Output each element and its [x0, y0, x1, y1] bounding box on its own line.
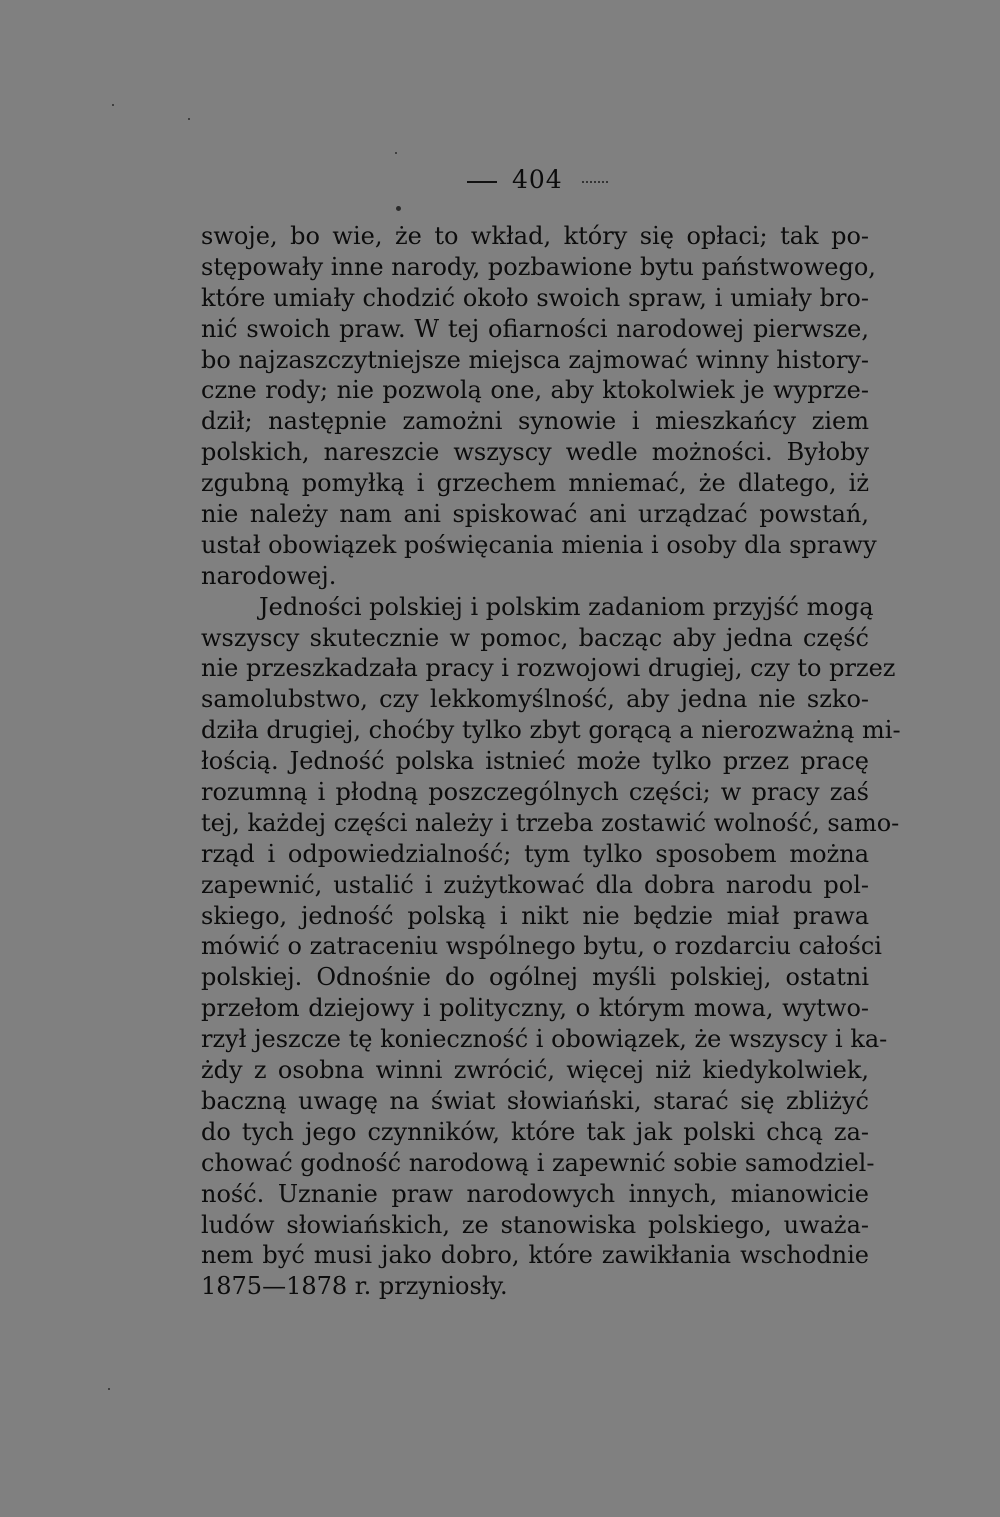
- text-line: Jedności polskiej i polskim zadaniom przyjść mogą: [259, 592, 874, 621]
- text-line: zapewnić, ustalić i zużytkować dla dobra narodu pol-: [201, 870, 869, 899]
- text-line: baczną uwagę na świat słowiański, starać się zbliżyć: [201, 1086, 869, 1115]
- text-line: czne rody; nie pozwolą one, aby ktokolwiek je wyprze-: [201, 376, 869, 405]
- speck: [188, 118, 190, 120]
- text-line: stępowały inne narody, pozbawione bytu państwowego,: [201, 252, 876, 281]
- text-line: nić swoich praw. W tej ofiarności narodowej pierwsze,: [201, 314, 869, 343]
- text-line: dził; następnie zamożni synowie i mieszkańcy ziem: [201, 407, 869, 436]
- text-line: bo najzaszczytniejsze miejsca zajmować winny history-: [201, 345, 869, 374]
- speck: [112, 104, 114, 106]
- text-line: żdy z osobna winni zwrócić, więcej niż kiedykolwiek,: [201, 1056, 869, 1085]
- text-line: zgubną pomyłką i grzechem mniemać, że dlatego, iż: [201, 469, 869, 498]
- text-line: nie należy nam ani spiskować ani urządzać powstań,: [201, 500, 869, 529]
- text-line: polskich, nareszcie wszyscy wedle możności. Byłoby: [201, 438, 869, 467]
- text-line: chować godność narodową i zapewnić sobie samodziel-: [201, 1148, 875, 1177]
- text-line: nie przeszkadzała pracy i rozwojowi drugiej, czy to przez: [201, 654, 896, 683]
- speck: [395, 152, 397, 154]
- header-dash-right: [582, 181, 608, 185]
- text-line: przełom dziejowy i polityczny, o którym mowa, wytwo-: [201, 994, 869, 1023]
- text-line: skiego, jedność polską i nikt nie będzie miał prawa: [201, 901, 869, 930]
- text-line: ustał obowiązek poświęcania mienia i osoby dla sprawy: [201, 530, 877, 559]
- text-line: polskiej. Odnośnie do ogólnej myśli polskiej, ostatni: [201, 963, 869, 992]
- page-body: [201, 221, 901, 1302]
- text-line: 1875—1878 r. przyniosły.: [201, 1272, 508, 1301]
- text-line: rzył jeszcze tę konieczność i obowiązek, że wszyscy i ka-: [201, 1025, 888, 1054]
- text-line: dziła drugiej, choćby tylko zbyt gorącą a nierozważną mi-: [201, 716, 901, 745]
- text-line: nem być musi jako dobro, które zawikłania wschodnie: [201, 1241, 869, 1270]
- paragraph-1: [201, 221, 877, 592]
- speck: [108, 1388, 110, 1390]
- header-dash-left: [467, 181, 497, 183]
- text-line: swoje, bo wie, że to wkład, który się opłaci; tak po-: [201, 222, 869, 250]
- speck: [396, 206, 401, 211]
- text-line: do tych jego czynników, które tak jak polski chcą za-: [201, 1117, 869, 1146]
- paragraph-2: [201, 592, 901, 1302]
- text-line: samolubstwo, czy lekkomyślność, aby jedna nie szko-: [201, 685, 869, 714]
- page-header: [0, 163, 1000, 197]
- text-line: tej, każdej części należy i trzeba zostawić wolność, samo-: [201, 808, 900, 837]
- page-number: 404: [512, 165, 563, 194]
- text-line: ludów słowiańskich, ze stanowiska polskiego, uważa-: [201, 1210, 869, 1239]
- text-line: rząd i odpowiedzialność; tym tylko sposobem można: [201, 839, 869, 868]
- text-line: narodowej.: [201, 561, 337, 590]
- text-line: rozumną i płodną poszczególnych części; w pracy zaś: [201, 778, 869, 807]
- text-line: mówić o zatraceniu wspólnego bytu, o rozdarciu całości: [201, 932, 882, 961]
- text-line: łością. Jedność polska istnieć może tylko przez pracę: [201, 747, 869, 776]
- text-line: wszyscy skutecznie w pomoc, bacząc aby jedna część: [201, 623, 869, 652]
- text-line: ność. Uznanie praw narodowych innych, mianowicie: [201, 1179, 869, 1208]
- text-line: które umiały chodzić około swoich spraw, i umiały bro-: [201, 283, 869, 312]
